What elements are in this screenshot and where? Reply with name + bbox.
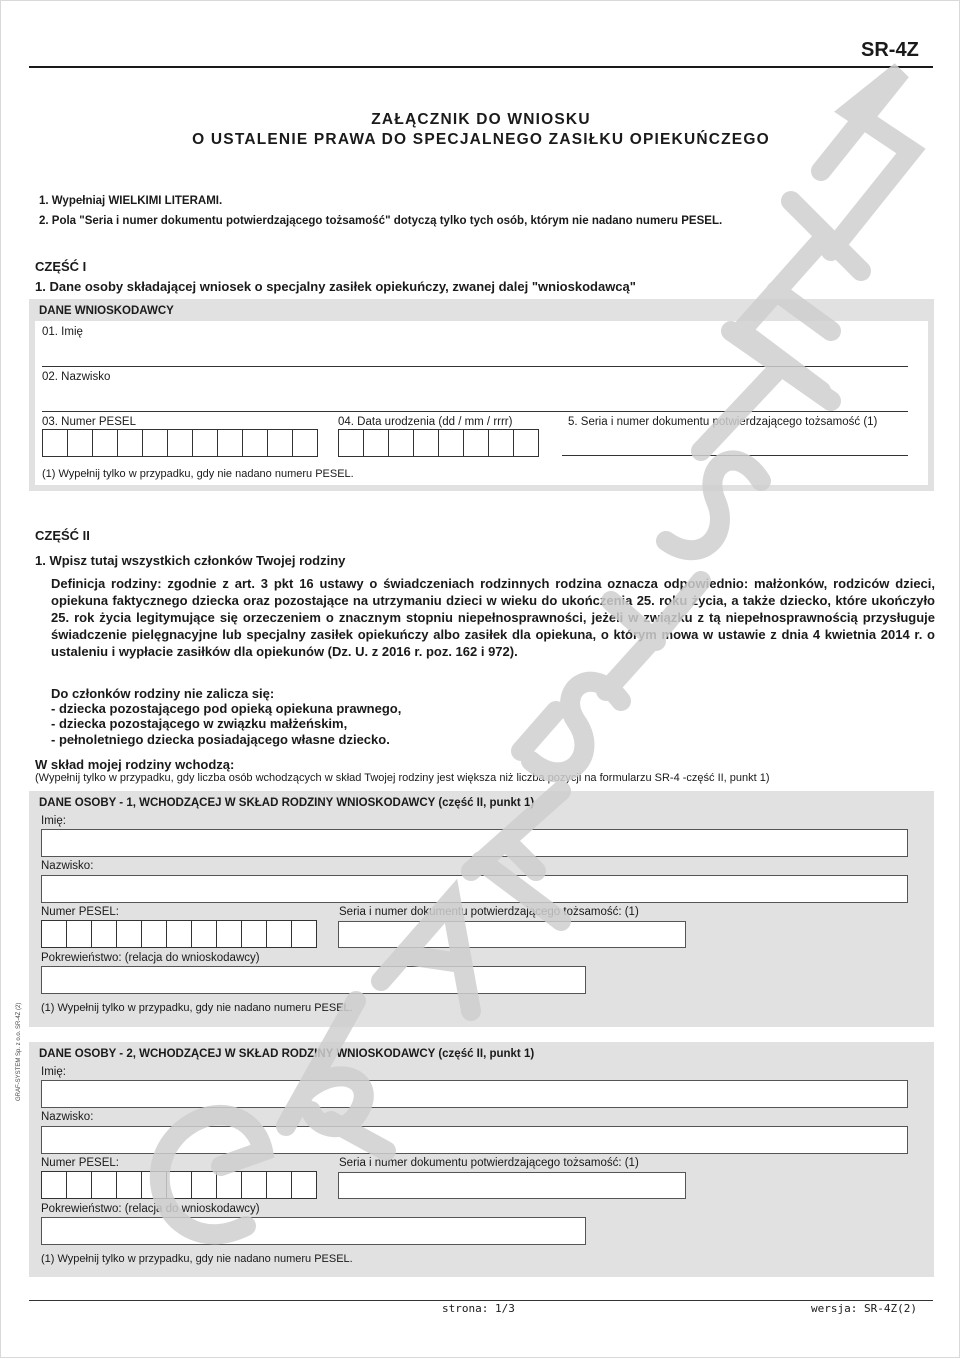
- instruction-2: 2. Pola "Seria i numer dokumentu potwierdzającego tożsamość" dotyczą tylko tych osób, którym nie nadano numeru PESEL.: [39, 215, 723, 227]
- part1-heading: CZĘŚĆ I: [35, 259, 87, 274]
- printer-imprint: GRAF-SYSTEM Sp. z o.o. SR-4Z (2): [16, 1002, 22, 1101]
- family-member-1-panel: [29, 791, 934, 1027]
- applicant-last-name-label: 02. Nazwisko: [42, 371, 111, 383]
- exclusions-title: Do członków rodziny nie zalicza się:: [51, 686, 275, 701]
- member-2-pesel-label: Numer PESEL:: [41, 1157, 119, 1169]
- instruction-1: 1. Wypełniaj WIELKIMI LITERAMI.: [39, 195, 223, 207]
- member-2-id-doc-field[interactable]: [338, 1172, 686, 1199]
- form-title-line1: ZAŁĄCZNIK DO WNIOSKU: [371, 111, 591, 128]
- form-title-line2: O USTALENIE PRAWA DO SPECJALNEGO ZASIŁKU OPIEKUŃCZEGO: [192, 131, 770, 148]
- applicant-data-panel: [29, 299, 934, 491]
- member-1-last-name-label: Nazwisko:: [41, 860, 94, 872]
- applicant-footnote: (1) Wypełnij tylko w przypadku, gdy nie nadano numeru PESEL.: [42, 468, 354, 480]
- family-definition: Definicja rodziny: zgodnie z art. 3 pkt 16 ustawy o świadczeniach rodzinnych rodzina oznacza odpowiednio: małżonków, rodziców dzieci, opiekuna faktycznego dziecka oraz pozostające na utrzymaniu dzieci w wieku do ukończenia 25. roku życia, a także dziecko, które ukończyło 25. rok życia legitymujące się orzeczeniem o znacznym stopniu niepełnosprawności, jeżeli w związku z tą niepełnosprawnością przysługuje świadczenie pielęgnacyjne lub specjalny zasiłek opiekuńczy albo zasiłek dla opiekuna, o którym mowa w ustawie z dnia 4 kwietnia 2014 r. o ustaleniu i wypłacie zasiłków dla opiekunów (Dz. U. z 2016 r. poz. 162 i 972).: [51, 576, 935, 659]
- form-version: wersja: SR-4Z(2): [811, 1302, 917, 1315]
- part2-heading: CZĘŚĆ II: [35, 528, 90, 543]
- member-2-footnote: (1) Wypełnij tylko w przypadku, gdy nie nadano numeru PESEL.: [41, 1253, 353, 1265]
- member-1-first-name-field[interactable]: [41, 829, 908, 857]
- bottom-divider: [29, 1300, 933, 1301]
- members-intro: W skład mojej rodziny wchodzą:: [35, 757, 235, 772]
- member-2-id-doc-label: Seria i numer dokumentu potwierdzającego tożsamość: (1): [339, 1157, 639, 1169]
- exclusion-item: - dziecka pozostającego w związku małżeńskim,: [51, 716, 348, 731]
- page-number: strona: 1/3: [442, 1302, 515, 1315]
- applicant-panel-body: [35, 321, 928, 485]
- exclusion-item: - pełnoletniego dziecka posiadającego własne dziecko.: [51, 732, 390, 747]
- member-2-relation-label: Pokrewieństwo: (relacja do wnioskodawcy): [41, 1203, 260, 1215]
- family-member-2-title: DANE OSOBY - 2, WCHODZĄCEJ W SKŁAD RODZINY WNIOSKODAWCY (część II, punkt 1): [39, 1048, 535, 1060]
- member-2-pesel-field[interactable]: [41, 1171, 317, 1199]
- members-note: (Wypełnij tylko w przypadku, gdy liczba osób wchodzących w skład Twojej rodziny jest większa niż liczba pozycji na formularzu SR-4 -część II, punkt 1): [35, 772, 770, 784]
- member-1-pesel-field[interactable]: [41, 920, 317, 948]
- member-1-id-doc-field[interactable]: [338, 921, 686, 948]
- family-member-2-panel: [29, 1042, 934, 1277]
- applicant-id-doc-field[interactable]: [562, 455, 908, 456]
- applicant-last-name-field[interactable]: [42, 411, 908, 412]
- exclusion-item: - dziecka pozostającego pod opieką opiekuna prawnego,: [51, 701, 402, 716]
- member-2-last-name-field[interactable]: [41, 1126, 908, 1154]
- part1-question: 1. Dane osoby składającej wniosek o specjalny zasiłek opiekuńczy, zwanej dalej "wnioskodawcą": [35, 279, 636, 294]
- part2-question: 1. Wpisz tutaj wszystkich członków Twojej rodziny: [35, 553, 346, 568]
- member-1-relation-label: Pokrewieństwo: (relacja do wnioskodawcy): [41, 952, 260, 964]
- applicant-id-doc-label: 5. Seria i numer dokumentu potwierdzającego tożsamość (1): [568, 416, 878, 428]
- applicant-panel-title: DANE WNIOSKODAWCY: [39, 305, 174, 317]
- member-2-first-name-field[interactable]: [41, 1080, 908, 1108]
- member-1-pesel-label: Numer PESEL:: [41, 906, 119, 918]
- applicant-pesel-label: 03. Numer PESEL: [42, 416, 136, 428]
- applicant-birth-date-label: 04. Data urodzenia (dd / mm / rrrr): [338, 416, 513, 428]
- member-1-footnote: (1) Wypełnij tylko w przypadku, gdy nie nadano numeru PESEL.: [41, 1002, 353, 1014]
- applicant-pesel-field[interactable]: [42, 429, 318, 457]
- form-code: SR-4Z: [861, 39, 919, 61]
- family-member-1-title: DANE OSOBY - 1, WCHODZĄCEJ W SKŁAD RODZINY WNIOSKODAWCY (część II, punkt 1): [39, 797, 535, 809]
- applicant-first-name-label: 01. Imię: [42, 326, 83, 338]
- member-1-id-doc-label: Seria i numer dokumentu potwierdzającego tożsamość: (1): [339, 906, 639, 918]
- applicant-first-name-field[interactable]: [42, 366, 908, 367]
- member-2-first-name-label: Imię:: [41, 1066, 66, 1078]
- member-1-first-name-label: Imię:: [41, 815, 66, 827]
- member-2-relation-field[interactable]: [41, 1217, 586, 1245]
- member-1-relation-field[interactable]: [41, 966, 586, 994]
- top-divider: [29, 66, 933, 68]
- member-1-last-name-field[interactable]: [41, 875, 908, 903]
- applicant-birth-date-field[interactable]: [338, 429, 539, 457]
- member-2-last-name-label: Nazwisko:: [41, 1111, 94, 1123]
